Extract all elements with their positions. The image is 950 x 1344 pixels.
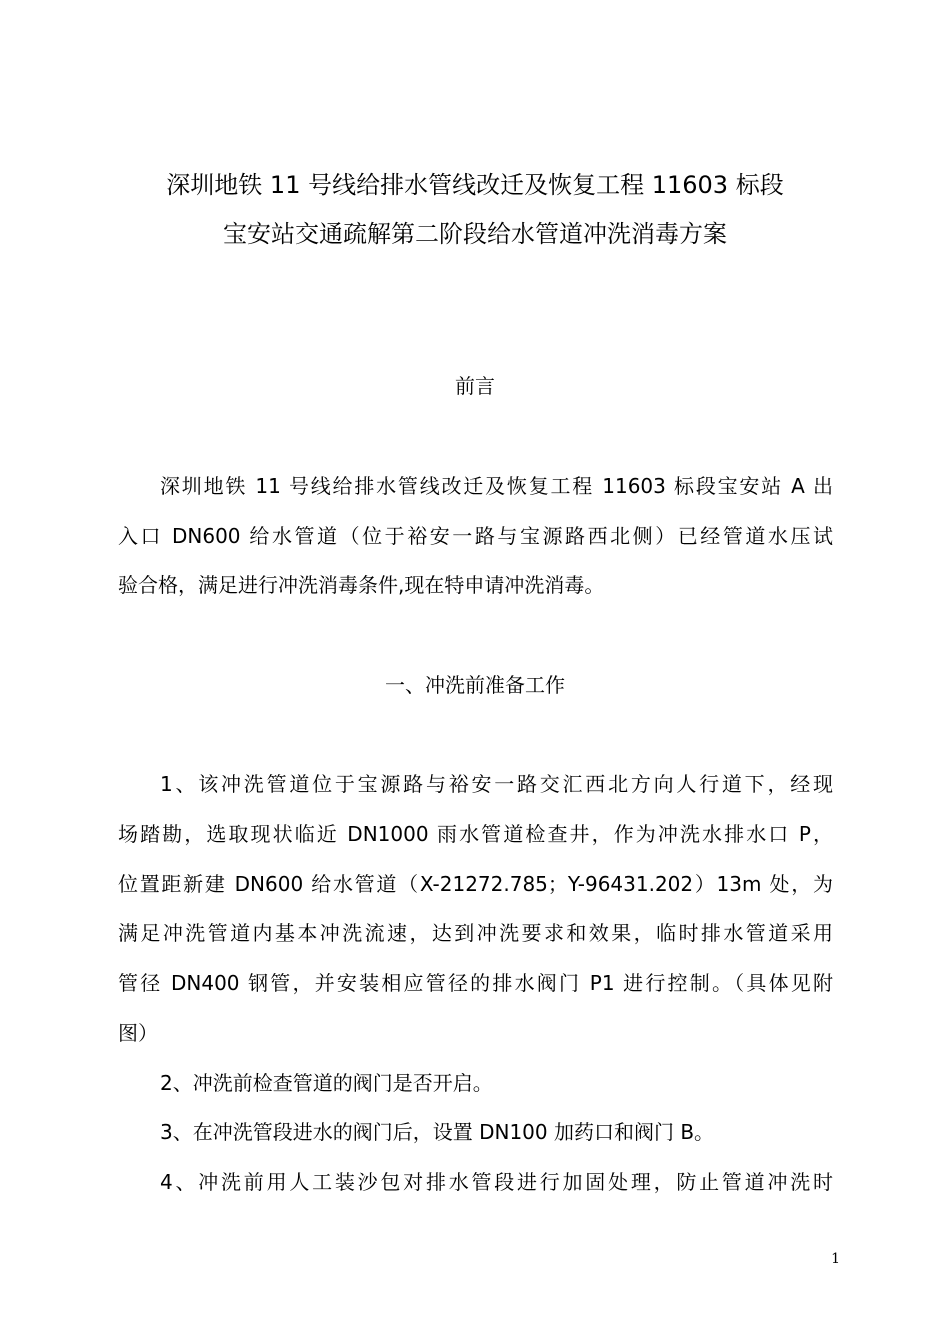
paragraph-line: 验合格，满足进行冲洗消毒条件,现在特申请冲洗消毒。 <box>118 573 605 597</box>
section-1-heading: 一、冲洗前准备工作 <box>385 673 565 697</box>
paragraph-line: 图） <box>118 1021 158 1045</box>
section-1-item-2: 2、冲洗前检查管道的阀门是否开启。 <box>160 1071 493 1095</box>
paragraph-line: 入口 DN600 给水管道（位于裕安一路与宝源路西北侧）已经管道水压试 <box>118 524 833 548</box>
document-title-line-1: 深圳地铁 11 号线给排水管线改迁及恢复工程 11603 标段 <box>166 171 784 199</box>
section-1-item-3: 3、在冲洗管段进水的阀门后，设置 DN100 加药口和阀门 B。 <box>160 1120 715 1144</box>
paragraph-line: 深圳地铁 11 号线给排水管线改迁及恢复工程 11603 标段宝安站 A 出 <box>160 474 833 498</box>
document-title-line-2: 宝安站交通疏解第二阶段给水管道冲洗消毒方案 <box>223 220 727 248</box>
page-number: 1 <box>831 1251 840 1267</box>
paragraph-line: 1、该冲洗管道位于宝源路与裕安一路交汇西北方向人行道下，经现 <box>160 772 833 796</box>
paragraph-line: 位置距新建 DN600 给水管道（X-21272.785；Y-96431.202）13m 处，为 <box>118 872 833 896</box>
paragraph-line: 管径 DN400 钢管，并安装相应管径的排水阀门 P1 进行控制。（具体见附 <box>118 971 833 995</box>
paragraph-line: 场踏勘，选取现状临近 DN1000 雨水管道检查井，作为冲洗水排水口 P， <box>118 822 833 846</box>
paragraph-line: 满足冲洗管道内基本冲洗流速，达到冲洗要求和效果，临时排水管道采用 <box>118 921 833 945</box>
section-1-item-4: 4、冲洗前用人工装沙包对排水管段进行加固处理，防止管道冲洗时 <box>160 1170 833 1194</box>
preface-heading: 前言 <box>455 374 495 398</box>
